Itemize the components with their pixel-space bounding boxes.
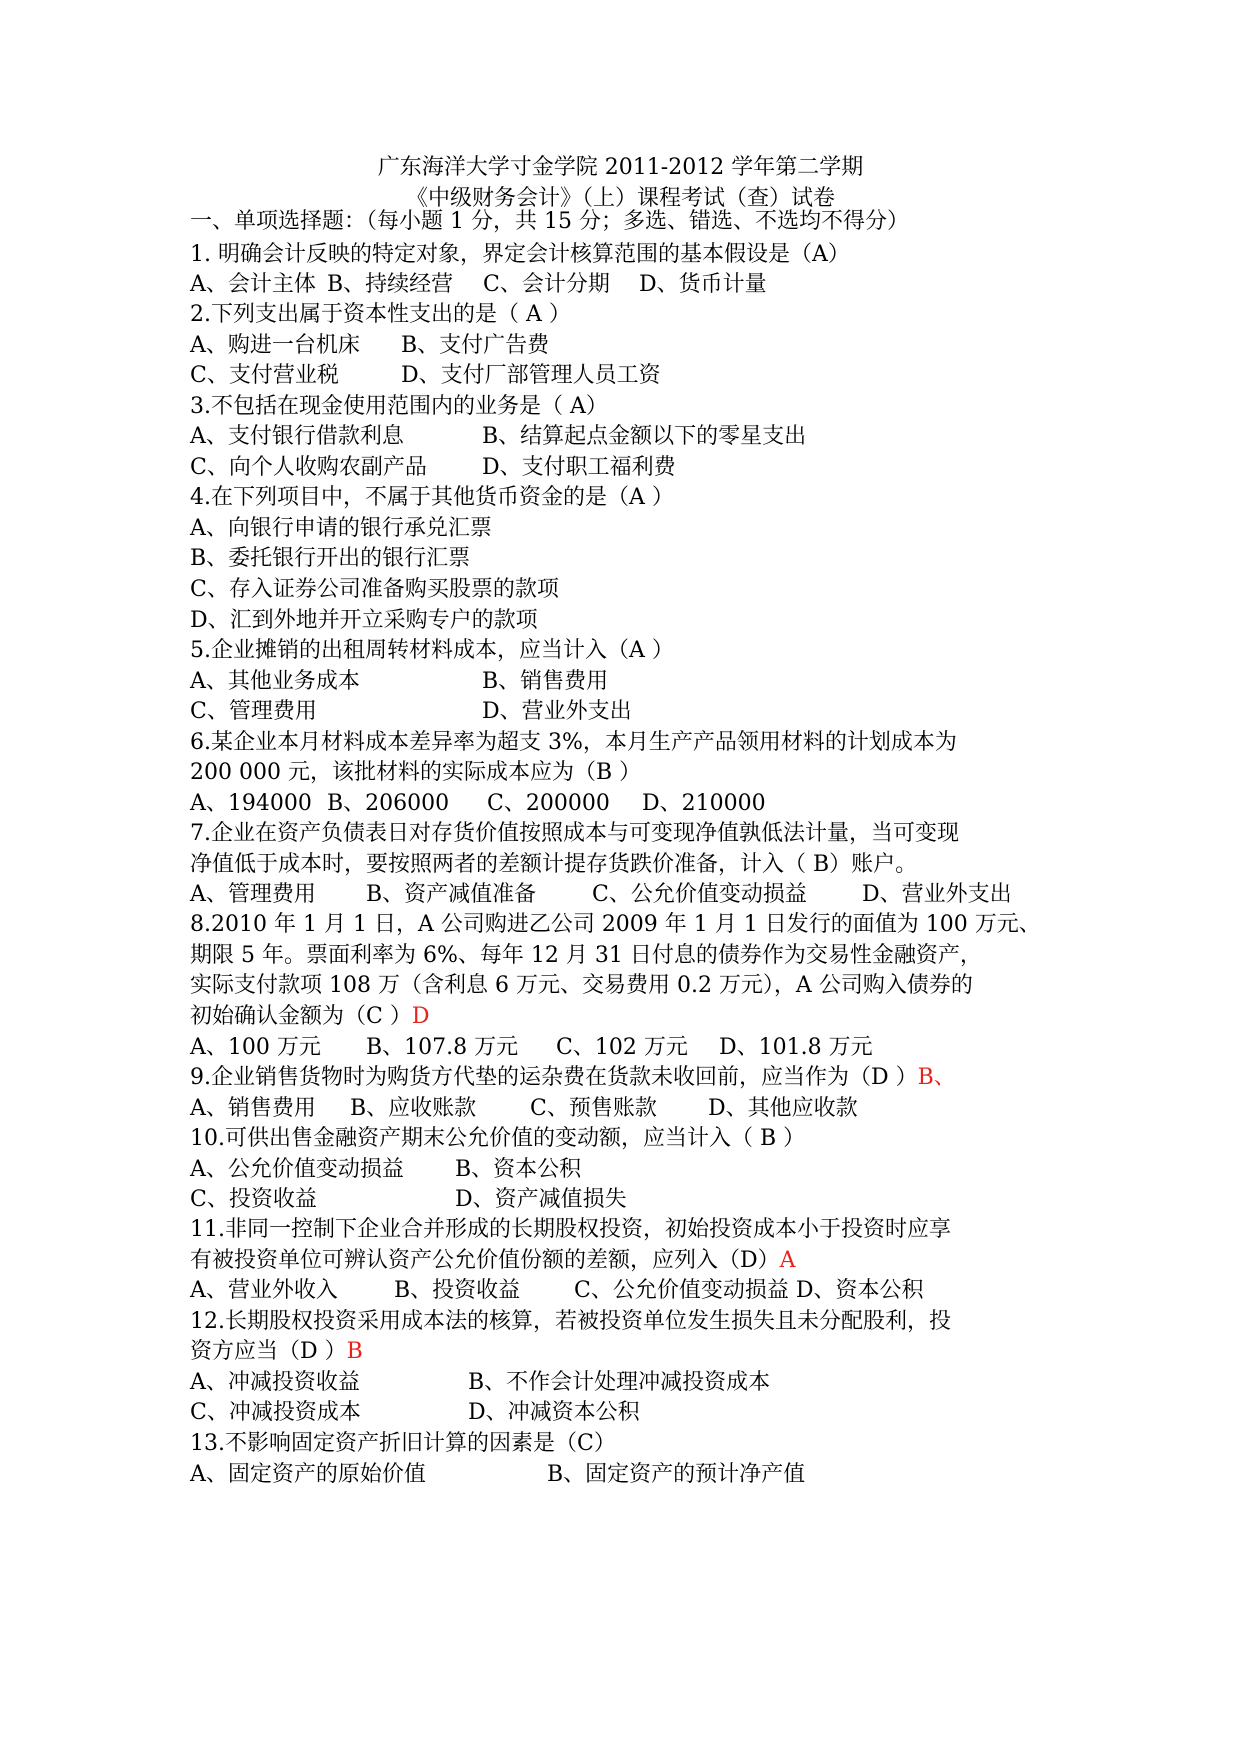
question-6-options — [190, 789, 766, 819]
option-a: A、公允价值变动损益 — [190, 1157, 404, 1182]
option-b: B、206000 — [327, 791, 450, 816]
option-b: B、固定资产的预计净产值 — [547, 1462, 806, 1487]
option-b: B、应收账款 — [350, 1096, 477, 1121]
question-9-options — [190, 1094, 858, 1124]
option-d: D、其他应收款 — [708, 1096, 858, 1121]
option-c: C、预售账款 — [530, 1096, 657, 1121]
question-5-options — [190, 697, 632, 727]
exam-title: 广东海洋大学寸金学院 2011-2012 学年第二学期 — [377, 155, 864, 180]
question-8-stem — [190, 1002, 429, 1032]
option-c: C、公允价值变动损益 — [592, 882, 807, 907]
question-1-stem: 1. 明确会计反映的特定对象，界定会计核算范围的基本假设是（A） — [190, 242, 850, 267]
option-c: C、公允价值变动损益 D、资本公积 — [574, 1278, 924, 1303]
question-9-stem — [190, 1063, 956, 1093]
question-3-options — [190, 422, 806, 452]
option-c: C、支付营业税 — [190, 363, 339, 388]
option-c: C、向个人收购农副产品 — [190, 455, 427, 480]
option-b: B、资本公积 — [455, 1157, 582, 1182]
option-a: A、销售费用 — [190, 1096, 316, 1121]
option-b: B、委托银行开出的银行汇票 — [190, 546, 471, 571]
option-b: B、销售费用 — [482, 669, 609, 694]
option-a: A、购进一台机床 — [190, 333, 360, 358]
option-a: A、营业外收入 — [190, 1278, 338, 1303]
question-12-options — [190, 1398, 640, 1428]
question-7-stem: 净值低于成本时，要按照两者的差额计提存货跌价准备，计入（ B）账户。 — [190, 852, 918, 877]
option-d: D、资产减值损失 — [455, 1187, 627, 1212]
question-8-stem: 8.2010 年 1 月 1 日，A 公司购进乙公司 2009 年 1 月 1 日发行的面值为 100 万元、 — [190, 912, 1041, 937]
option-c: C、投资收益 — [190, 1187, 317, 1212]
question-10-options — [190, 1155, 581, 1185]
question-1-options — [190, 270, 767, 300]
question-12-stem — [190, 1337, 363, 1367]
option-d: D、支付职工福利费 — [482, 455, 676, 480]
question-6-stem: 200 000 元，该批材料的实际成本应为（B ） — [190, 760, 642, 785]
question-10-options — [190, 1185, 627, 1215]
option-b: B、结算起点金额以下的零星支出 — [482, 424, 807, 449]
question-4-stem: 4.在下列项目中，不属于其他货币资金的是（A ） — [190, 485, 674, 510]
option-b: B、支付广告费 — [401, 333, 550, 358]
correction-mark: B — [346, 1339, 363, 1364]
question-12-options — [190, 1368, 770, 1398]
stem-text: 初始确认金额为（C ） — [190, 1004, 412, 1029]
question-7-stem: 7.企业在资产负债表日对存货价值按照成本与可变现净值孰低法计量，当可变现 — [190, 821, 959, 846]
option-a: A、管理费用 — [190, 882, 316, 907]
option-d: D、支付厂部管理人员工资 — [401, 363, 661, 388]
question-8-stem: 实际支付款项 108 万（含利息 6 万元、交易费用 0.2 万元），A 公司购入债券的 — [190, 973, 973, 998]
question-12-stem: 12.长期股权投资采用成本法的核算，若被投资单位发生损失且未分配股利，投 — [190, 1309, 951, 1334]
option-a: A、支付银行借款利息 — [190, 424, 404, 449]
option-c: C、冲减投资成本 — [190, 1400, 361, 1425]
question-3-stem: 3.不包括在现金使用范围内的业务是（ A） — [190, 394, 608, 419]
option-d: D、营业外支出 — [482, 699, 632, 724]
question-5-options — [190, 667, 608, 697]
question-8-options — [190, 1033, 873, 1063]
option-b: B、投资收益 — [394, 1278, 521, 1303]
question-10-stem: 10.可供出售金融资产期末公允价值的变动额，应当计入（ B ） — [190, 1126, 806, 1151]
question-11-stem — [190, 1246, 796, 1276]
option-a: A、向银行申请的银行承兑汇票 — [190, 516, 492, 541]
stem-text: 有被投资单位可辨认资产公允价值份额的差额，应列入（D） — [190, 1248, 780, 1273]
question-5-stem: 5.企业摊销的出租周转材料成本，应当计入（A ） — [190, 638, 674, 663]
option-a: A、冲减投资收益 — [190, 1370, 360, 1395]
option-c: C、存入证券公司准备购买股票的款项 — [190, 577, 559, 602]
option-b: B、持续经营 — [327, 272, 454, 297]
option-d: D、101.8 万元 — [719, 1035, 873, 1060]
exam-subtitle: 《中级财务会计》（上）课程考试（查）试卷 — [405, 186, 835, 211]
correction-mark: A — [779, 1248, 796, 1273]
question-3-options — [190, 453, 676, 483]
section-heading: 一、单项选择题：（每小题 1 分，共 15 分；多选、错选、不选均不得分） — [190, 209, 909, 234]
question-2-options — [190, 331, 549, 361]
option-a: A、194000 — [190, 791, 312, 816]
question-11-stem: 11.非同一控制下企业合并形成的长期股权投资，初始投资成本小于投资时应享 — [190, 1217, 951, 1242]
option-d: D、冲减资本公积 — [468, 1400, 640, 1425]
option-b: B、107.8 万元 — [366, 1035, 519, 1060]
option-a: A、其他业务成本 — [190, 669, 360, 694]
question-11-options — [190, 1276, 923, 1306]
option-c: C、200000 — [487, 791, 610, 816]
option-a: A、固定资产的原始价值 — [190, 1462, 426, 1487]
option-b: B、不作会计处理冲减投资成本 — [468, 1370, 771, 1395]
option-d: D、营业外支出 — [862, 882, 1012, 907]
question-13-stem: 13.不影响固定资产折旧计算的因素是（C） — [190, 1431, 616, 1456]
option-c: C、102 万元 — [556, 1035, 688, 1060]
stem-text: 资方应当（D ） — [190, 1339, 347, 1364]
option-c: C、管理费用 — [190, 699, 317, 724]
option-d: D、货币计量 — [639, 272, 767, 297]
option-a: A、会计主体 — [190, 272, 316, 297]
option-a: A、100 万元 — [190, 1035, 321, 1060]
stem-text: 9.企业销售货物时为购货方代垫的运杂费在货款未收回前，应当作为（D ） — [190, 1065, 918, 1090]
correction-mark: B、 — [917, 1065, 956, 1090]
correction-mark: D — [411, 1004, 430, 1029]
question-2-stem: 2.下列支出属于资本性支出的是（ A ） — [190, 302, 571, 327]
option-d: D、210000 — [642, 791, 766, 816]
option-c: C、会计分期 — [483, 272, 610, 297]
question-2-options — [190, 361, 661, 391]
question-8-stem: 期限 5 年。票面利率为 6%、每年 12 月 31 日付息的债券作为交易性金融资产， — [190, 943, 982, 968]
question-6-stem: 6.某企业本月材料成本差异率为超支 3%，本月生产产品领用材料的计划成本为 — [190, 730, 957, 755]
option-b: B、资产减值准备 — [366, 882, 537, 907]
question-7-options — [190, 880, 1012, 910]
option-d: D、汇到外地并开立采购专户的款项 — [190, 608, 538, 633]
question-13-options — [190, 1460, 805, 1490]
